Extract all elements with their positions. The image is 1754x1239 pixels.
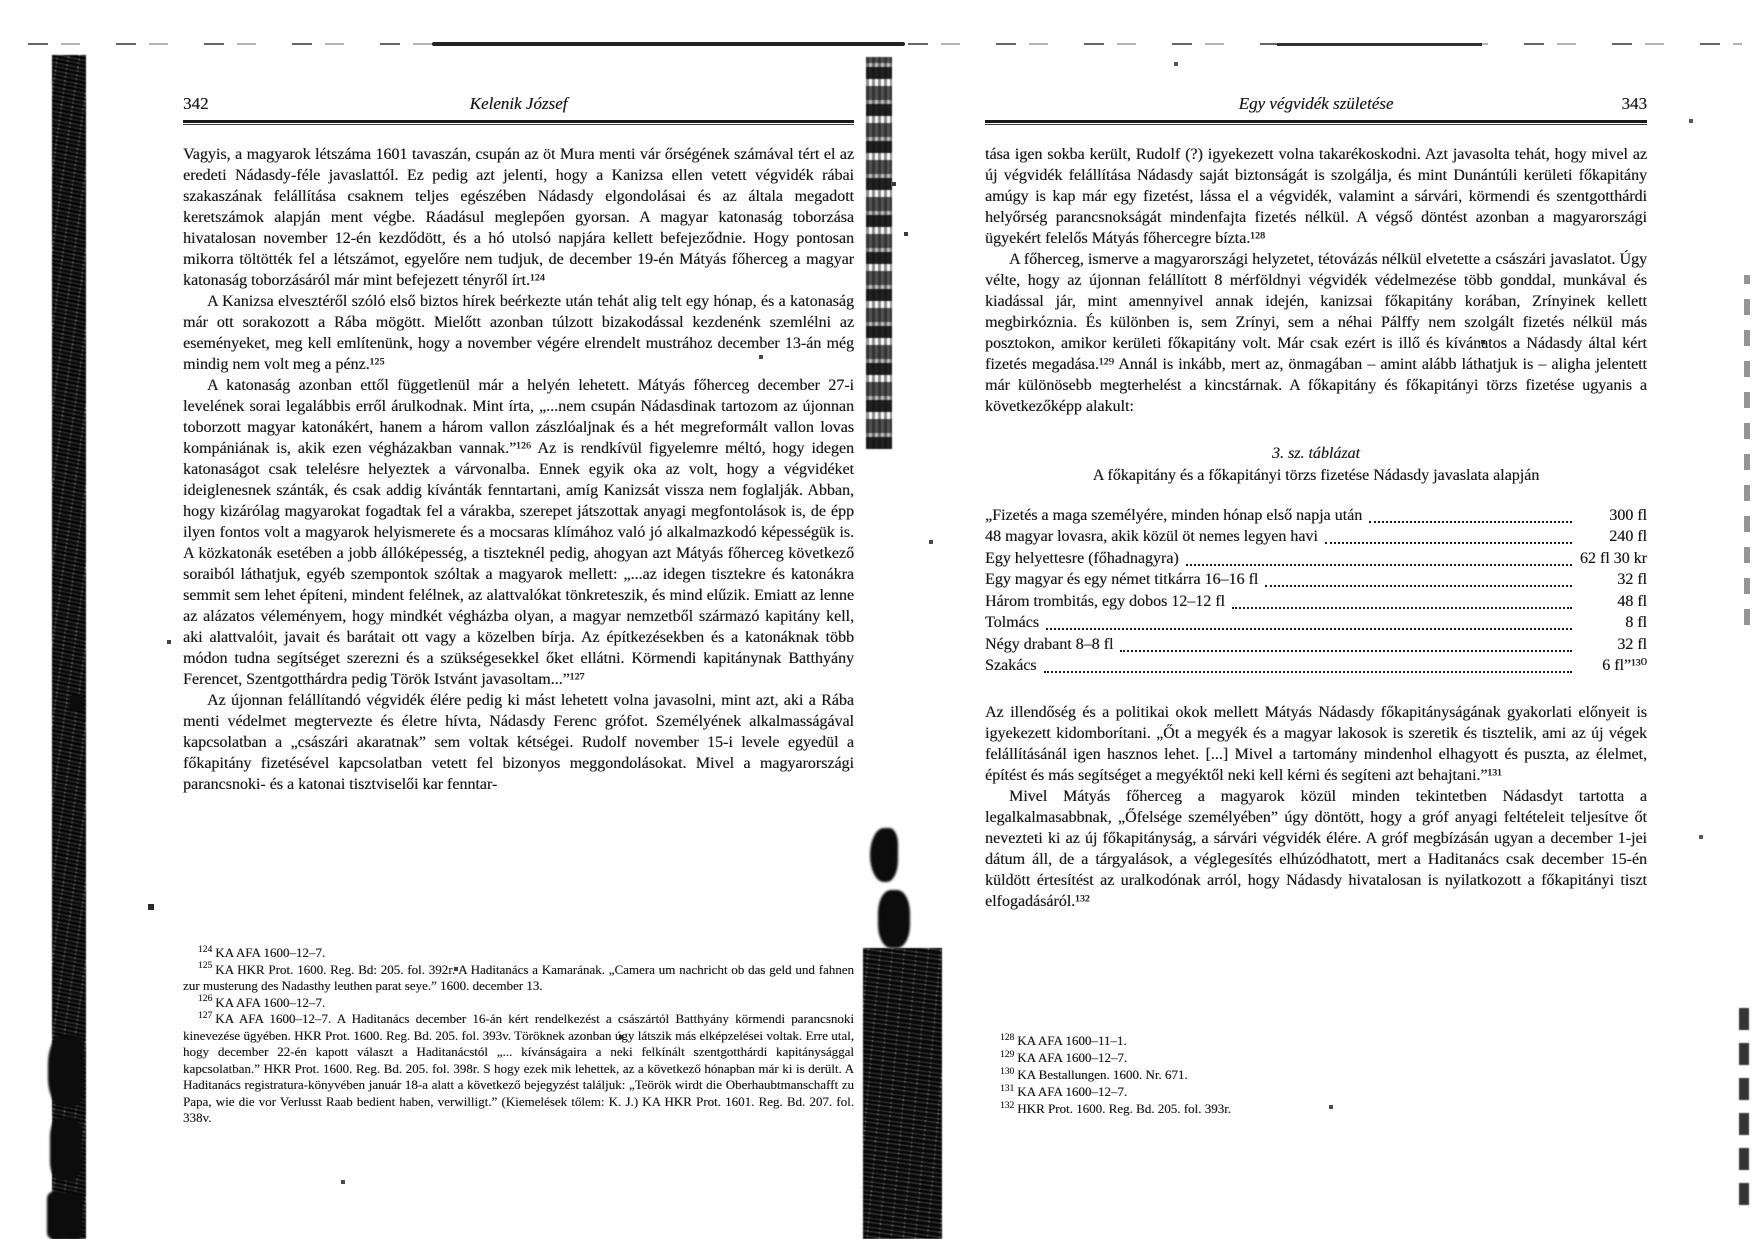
dot-leader [1186,564,1572,566]
table-row-value: 8 fl [1625,614,1647,631]
page-number: 343 [1621,94,1647,113]
table-row-value: 240 fl [1609,528,1647,545]
scan-blotch [47,1192,83,1239]
scan-top-edge-dashed-line [28,43,1742,45]
footnote-number: 132 [1000,1100,1015,1111]
body-paragraph: tása igen sokba került, Rudolf (?) igyekezett volna takarékoskodni. Azt javasolta tehát, hogy mivel az új végvidék felállítása Nádasdy saját biztonságát is szolgálja, és mint Dunántúli kerületi főkapitány amúgy is kap már egy fizetést, lássa el a végvidék, valamint a sárvári, körmendi és szentgotthárdi helyőrség parancsnokságát mindenfajta fizetés nélkül. A végső döntést azonban a magyarországi ügyekért felelős Mátyás főhercegre bízta.¹²⁸ [985,146,1647,247]
book-page-342 [183,94,854,1125]
footnotes-block [985,1032,1647,1117]
scan-right-edge-marks [1739,1005,1749,1205]
page-gutter-strip-bottom [863,948,942,1239]
dot-leader [1044,671,1572,673]
scan-right-edge-marks [1744,275,1750,625]
footnotes-block [183,945,854,1127]
page-gutter-strip-top [866,57,892,449]
footnote [985,1083,1647,1100]
footnote-text: KA AFA 1600–12–7. [1017,1050,1128,1065]
table-row [985,547,1647,569]
table-row-label: 48 magyar lovasra, akik közül öt nemes legyen havi [985,528,1318,545]
header-rule [985,120,1647,127]
scan-blotch [870,828,898,882]
table-row [985,526,1647,548]
footnote-text: HKR Prot. 1600. Reg. Bd. 205. fol. 393r. [1017,1101,1232,1116]
footnote-text: KA AFA 1600–12–7. [215,945,326,960]
header-rule [183,120,854,127]
footnote-number: 131 [1000,1083,1015,1094]
scan-noise-specks [0,0,2,2]
body-paragraph: Mivel Mátyás főherceg a magyarok közül minden tekintetben Nádasdyt tartotta a legalkalmasabbnak, „Őfelsége személyében” úgy döntött, hogy a gróf anyagi feltételeit teljesítve őt nevezteti ki az új főkapitányság, a sárvári végvidék élére. A gróf megbízásán ugyan a december 1-jei dátum áll, de a tárgyalások, a véglegesítés elhúzódhatott, mert a Haditanács csak december 15-én küldött értesítést az uralkodónak arról, hogy Nádasdy hivatalosan is nyilatkozott a főkapitányi tiszt elfogadásáról.¹³² [985,788,1647,910]
body-paragraph: Vagyis, a magyarok létszáma 1601 tavaszán, csupán az öt Mura menti vár őrségének számával tért el az eredeti Nádasdy-féle javaslattól. Ez pedig azt jelenti, hogy a Kanizsa ellen vetett végvidék rábai szakaszának felállítása csaknem teljes egészében Nádasdy elgondolásai és az általa megadott keretszámok alapján ment végbe. Ráadásul meglepően gyorsan. A magyar katonaság toborzása hivatalosan november 12-én kezdődött, és a hó utolsó napjára kellett befejeződnie. Hogy pontosan mikorra töltötték fel a létszámot, egyelőre nem tudjuk, de december 19-én Mátyás főherceg a magyar katonaság toborzásáról már mint befejezett tényről írt.¹²⁴ [183,146,854,289]
footnote-number: 128 [1000,1032,1015,1043]
body-paragraph: A Kanizsa elvesztéről szóló első biztos hírek beérkezte után tehát alig telt egy hónap, és a katonaság már ott sorakozott a Rába mögött. Mielőtt azonban túlzott bizakodással kezdenénk szemlélni az eseményeket, meg kell említenünk, hogy a november végére elrendelt mustrához december 13-án még mindig nem volt meg a pénz.¹²⁵ [183,293,854,373]
footnote-text: KA HKR Prot. 1600. Reg. Bd: 205. fol. 392r. A Haditanács a Kamarának. „Camera um nachricht ob das geld und fahnen zur musterung des Nadasthy leuthen parat seye.” 1600. december 13. [183,961,854,993]
footnote-number: 127 [198,1010,213,1021]
table-row [985,655,1647,677]
body-paragraph: A katonaság azonban ettől függetlenül már a helyén lehetett. Mátyás főherceg december 27-i levelének sorai legalábbis erről árulkodnak. Mint írta, „...nem csupán Nádasdinak tartozom az újonnan toborzott magyar katonákért, hanem a három vallon zászlóaljnak és a hét megreformált vallon lovas kompániának is, akik ezen végházakban vannak.”¹²⁶ Az is rendkívül figyelemre méltó, hogy idegen katonaságot csak telelésre helyeztek a várvonalba. Ennek egyik oka az volt, hogy a végvidéket ideiglenesnek szánták, és csak addig kívánták fenntartani, amíg Kanizsát vissza nem foglalják. Abban, hogy kizárólag magyarokat fogadtak fel a várakba, szerepet játszottak anyagi megfontolások is, de épp ilyen fontos volt a magyarok helyismerete és a mocsaras klímához való jó alkalmazkodó képességük is. A közkatonák esetében a jobb állóképesség, a tiszteknél pedig, ahogyan azt Mátyás főherceg következő soraiból láthatjuk, egyéb szempontok szóltak a magyarok mellett: „...az idegen tisztekre és katonákra semmit sem lehet építeni, mindent felélnek, az alattvalókat tönkreteszik, és mind elűzik. Emiatt az lenne az alázatos véleményem, hogy mindkét végházba olyan, a magyar nemzetből származó kapitány kell, aki alattvalóit, javait és barátait ott vagy a közelben bírja. Az építkezésekben és a katonáknak több módon tudna segítséget szerezni és a szükségesekkel őket ellátni. Körmendi kapitánynak Batthyány Ferencet, Szentgotthárdra pedig Török Istvánt javasoltam...”¹²⁷ [183,377,854,688]
body-paragraph: Az illendőség és a politikai okok mellett Mátyás Nádasdy főkapitányságának gyakorlati előnyeit is igyekezett kidomborítani. „Őt a megyék és a magyar lakosok is szeretik és tisztelik, ami az új végek felállításánál igen hasznos lehet. [...] Mivel a tartomány mindenhol elhagyott és puszta, az élelmet, építést és más segítséget a megyéktől neki kell kérni és segíteni azt behajtani.”¹³¹ [985,704,1647,784]
book-page-343 [985,94,1647,1116]
table-row [985,612,1647,634]
table-row-label: Három trombitás, egy dobos 12–12 fl [985,592,1225,610]
dot-leader [1369,521,1572,523]
table-row-label: Tolmács [985,614,1039,631]
table-row-value: 48 fl [1617,592,1647,610]
table-row [985,633,1647,655]
footnote-number: 129 [1000,1049,1015,1060]
running-header-left [183,94,854,119]
table-row-value: 300 fl [1609,506,1647,524]
dot-leader [1046,628,1572,630]
table-row [985,504,1647,526]
dot-leader [1325,542,1572,544]
page-body-text [985,144,1647,912]
footnote-text: KA AFA 1600–12–7. A Haditanács december 16-án kért rendelkezést a császártól Batthyány körmendi parancsnoki kinevezése ügyében. HKR Prot. 1600. Reg. Bd. 205. fol. 393v. Töröknek azonban úgy látszik más elképzelései voltak. Erre utal, hogy december 22-én kapott választ a Haditanácstól „... kívánságaira a neki felkínált szentgotthárdi kapitánysággal kapcsolatban.” HKR Prot. 1600. Reg. Bd. 205. fol. 398r. S hogy ezek mik lehettek, az a következő hónapban már ki is derült. A Haditanács registratura-könyvében január 18-a alatt a következő bejegyzést találjuk: „Teörök wirdt die Oberhaubtmanschafft zu Papa, wie die vor Verlusst Raab bedient haben, verwilligt.” (Kiemelések tőlem: K. J.) KA HKR Prot. 1601. Reg. Bd. 207. fol. 338v. [183,1011,854,1125]
running-header-right [985,94,1647,119]
footnote-text: KA AFA 1600–12–7. [1017,1084,1128,1099]
dot-leader [1232,607,1572,609]
table-row-label: Szakács [985,657,1037,674]
footnote-number: 124 [198,944,213,955]
footnote [183,995,854,1012]
footnote-number: 130 [1000,1066,1015,1077]
table-row [985,569,1647,591]
dot-leader [1120,650,1572,652]
body-paragraph: A főherceg, ismerve a magyarországi helyzetet, tétovázás nélkül elvetette a császári javaslatot. Úgy vélte, hogy az újonnan felállított 8 mérföldnyi végvidék védelmezése több gonddal, munkával és kiadással jár, mint amennyivel annak idején, kanizsai főkapitány korában, Zrínyinek kellett megbirkóznia. És különben is, sem Zrínyi, sem a néhai Pálffy nem szolgált fizetés nélkül más posztokon, amikor kerületi főkapitány volt. Már csak ezért is illő és kívánatos a Nádasdy által kért fizetés megadása.¹²⁹ Annál is inkább, mert az, önmagában – amint alább láthatjuk is – aligha jelentett már különösebb megterhelést a kincstárnak. A főkapitány és főkapitányi törzs fizetése ugyanis a következőképp alakult: [985,251,1647,415]
scan-blotch [50,1118,82,1180]
salary-table [985,504,1647,676]
table-caption-title: A főkapitány és a főkapitányi törzs fizetése Nádasdy javaslata alapján [1092,467,1540,484]
page-body-text [183,144,854,795]
film-strip-left-edge [52,55,86,1239]
table-row-label: Egy magyar és egy német titkárra 16–16 fl [985,571,1259,588]
running-header-author: Kelenik József [469,94,568,113]
scan-top-edge-solid-segment [1277,43,1482,46]
scan-blotch [48,1035,84,1107]
footnote-text: KA Bestallungen. 1600. Nr. 671. [1017,1067,1188,1082]
page-number: 342 [183,94,209,113]
footnote [985,1049,1647,1066]
table-row-label: „Fizetés a maga személyére, minden hónap első napja után [985,506,1363,524]
table-row-value: 32 fl [1617,571,1647,588]
scan-top-edge-solid-segment [432,42,905,46]
footnote-text: KA AFA 1600–12–7. [215,994,326,1010]
scan-blotch [878,890,910,948]
footnote [985,1032,1647,1049]
footnote [985,1100,1647,1117]
footnote-number: 126 [198,994,213,1005]
table-row [985,590,1647,612]
table-row-value: 6 fl”¹³⁰ [1602,657,1647,674]
table-row-value: 62 fl 30 kr [1579,549,1647,567]
footnote [183,962,854,995]
scan-blotch [70,695,84,711]
footnote [183,1011,854,1127]
dot-leader [1265,585,1572,587]
table-row-label: Egy helyettesre (főhadnagyra) [985,549,1179,567]
running-header-title: Egy végvidék születése [1238,94,1394,113]
body-paragraph: Az újonnan felállítandó végvidék élére pedig ki mást lehetett volna javasolni, mint azt, aki a Rába menti védelmet megtervezte és életre hívta, Nádasdy Ferenc grófot. Személyének alkalmasságával kapcsolatban a „császári akaratnak” sem voltak kétségei. Rudolf november 15-i levele egyedül a főkapitány fizetésével kapcsolatban vetett fel bizonyos meggondolásokat. Mivel a magyarországi parancsnoki- és a katonai tisztviselői kar fenntar- [183,692,854,793]
footnote-number: 125 [198,961,213,972]
table-caption-number: 3. sz. táblázat [1271,445,1360,462]
footnote [985,1066,1647,1083]
footnote-text: KA AFA 1600–11–1. [1017,1033,1127,1048]
footnote [183,945,854,962]
table-row-label: Négy drabant 8–8 fl [985,635,1114,653]
table-row-value: 32 fl [1617,635,1647,653]
